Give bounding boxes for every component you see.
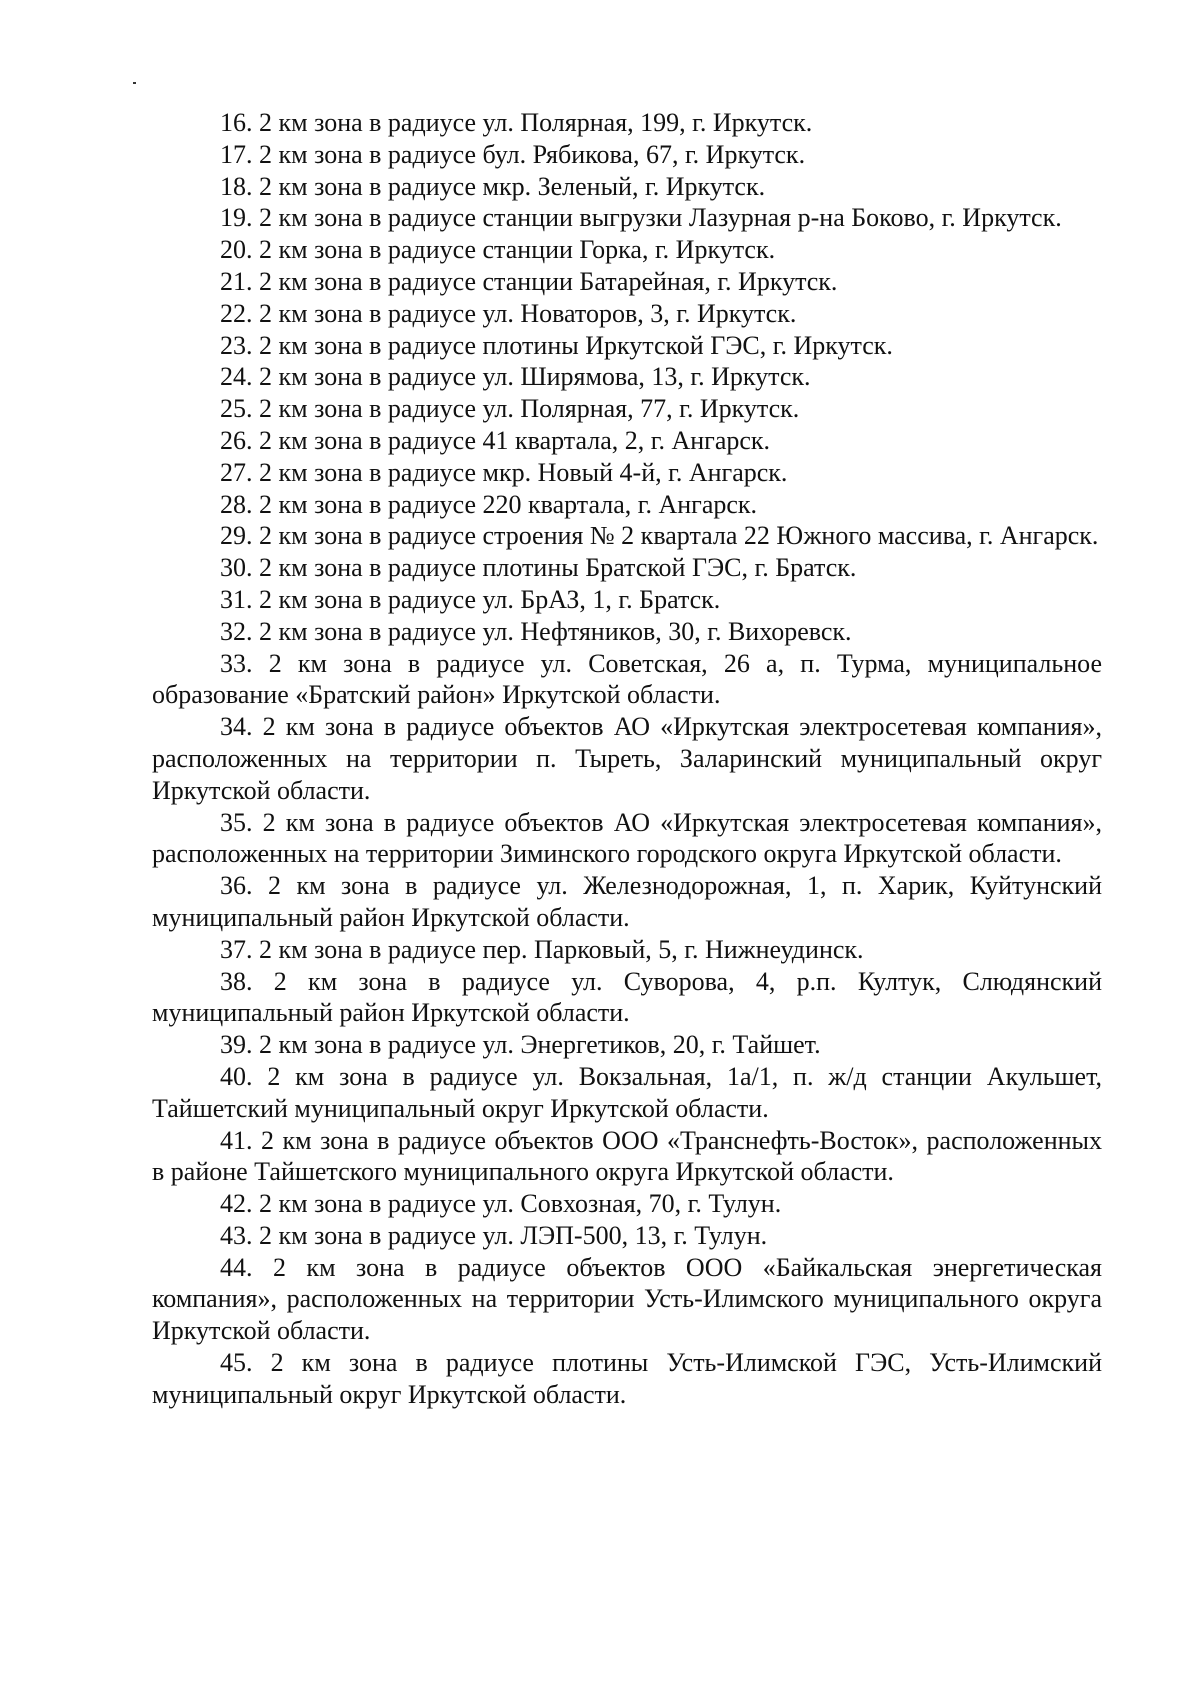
zone-item: 28. 2 км зона в радиусе 220 квартала, г. Ангарск. [220, 489, 758, 519]
zone-item: 45. 2 км зона в радиусе плотины Усть-Илимской ГЭС, Усть-Илимский муниципальный округ Иркутской области. [152, 1348, 1102, 1409]
zone-item: 25. 2 км зона в радиусе ул. Полярная, 77, г. Иркутск. [220, 394, 800, 424]
zone-item: 41. 2 км зона в радиусе объектов ООО «Транснефть-Восток», расположенных в районе Тайшетского муниципального округа Иркутской области. [152, 1125, 1102, 1187]
zone-item: 17. 2 км зона в радиусе бул. Рябикова, 67, г. Иркутск. [220, 139, 806, 169]
zone-item: 44. 2 км зона в радиусе объектов ООО «Байкальская энергетическая компания», расположенных на территории Усть-Илимского муниципального округа Иркутской области. [152, 1252, 1102, 1346]
zone-item: 27. 2 км зона в радиусе мкр. Новый 4-й, г. Ангарск. [220, 457, 788, 487]
zone-item: 19. 2 км зона в радиусе станции выгрузки Лазурная р-на Боково, г. Иркутск. [220, 203, 1062, 233]
zone-item: 39. 2 км зона в радиусе ул. Энергетиков, 20, г. Тайшет. [220, 1030, 821, 1060]
zone-item: 26. 2 км зона в радиусе 41 квартала, 2, г. Ангарск. [220, 425, 771, 455]
document-body [152, 107, 1102, 1411]
zone-item: 32. 2 км зона в радиусе ул. Нефтяников, 30, г. Вихоревск. [220, 616, 852, 646]
zone-item: 38. 2 км зона в радиусе ул. Суворова, 4, р.п. Култук, Слюдянский муниципальный район Иркутской области. [152, 966, 1102, 1028]
zone-item: 42. 2 км зона в радиусе ул. Совхозная, 70, г. Тулун. [220, 1189, 782, 1219]
zone-item: 43. 2 км зона в радиусе ул. ЛЭП-500, 13, г. Тулун. [220, 1220, 768, 1250]
zone-item: 22. 2 км зона в радиусе ул. Новаторов, 3, г. Иркутск. [220, 298, 797, 328]
zone-item: 18. 2 км зона в радиусе мкр. Зеленый, г. Иркутск. [220, 171, 766, 201]
zone-item: 21. 2 км зона в радиусе станции Батарейная, г. Иркутск. [220, 266, 838, 296]
zone-item: 40. 2 км зона в радиусе ул. Вокзальная, 1а/1, п. ж/д станции Акульшет, Тайшетский муниципальный округ Иркутской области. [152, 1061, 1102, 1123]
zone-item: 34. 2 км зона в радиусе объектов АО «Иркутская электросетевая компания», расположенных на территории п. Тыреть, Заларинский муниципальный округ Иркутской области. [152, 712, 1102, 805]
zone-item: 35. 2 км зона в радиусе объектов АО «Иркутская электросетевая компания», расположенных на территории Зиминского городского округа Иркутской области. [152, 807, 1102, 869]
zone-item: 33. 2 км зона в радиусе ул. Советская, 26 а, п. Турма, муниципальное образование «Братский район» Иркутской области. [152, 648, 1102, 710]
zone-item: 16. 2 км зона в радиусе ул. Полярная, 199, г. Иркутск. [220, 108, 813, 137]
zone-item: 36. 2 км зона в радиусе ул. Железнодорожная, 1, п. Харик, Куйтунский муниципальный район Иркутской области. [152, 871, 1102, 932]
zone-item: 29. 2 км зона в радиусе строения № 2 квартала 22 Южного массива, г. Ангарск. [220, 521, 1099, 551]
zone-item: 30. 2 км зона в радиусе плотины Братской ГЭС, г. Братск. [220, 553, 857, 583]
zone-item: 31. 2 км зона в радиусе ул. БрАЗ, 1, г. Братск. [220, 584, 721, 614]
zone-item: 24. 2 км зона в радиусе ул. Ширямова, 13, г. Иркутск. [220, 362, 811, 392]
zone-item: 23. 2 км зона в радиусе плотины Иркутской ГЭС, г. Иркутск. [220, 330, 893, 360]
scan-speck [133, 82, 136, 84]
zone-item: 20. 2 км зона в радиусе станции Горка, г. Иркутск. [220, 235, 776, 265]
zone-item: 37. 2 км зона в радиусе пер. Парковый, 5, г. Нижнеудинск. [220, 934, 864, 964]
